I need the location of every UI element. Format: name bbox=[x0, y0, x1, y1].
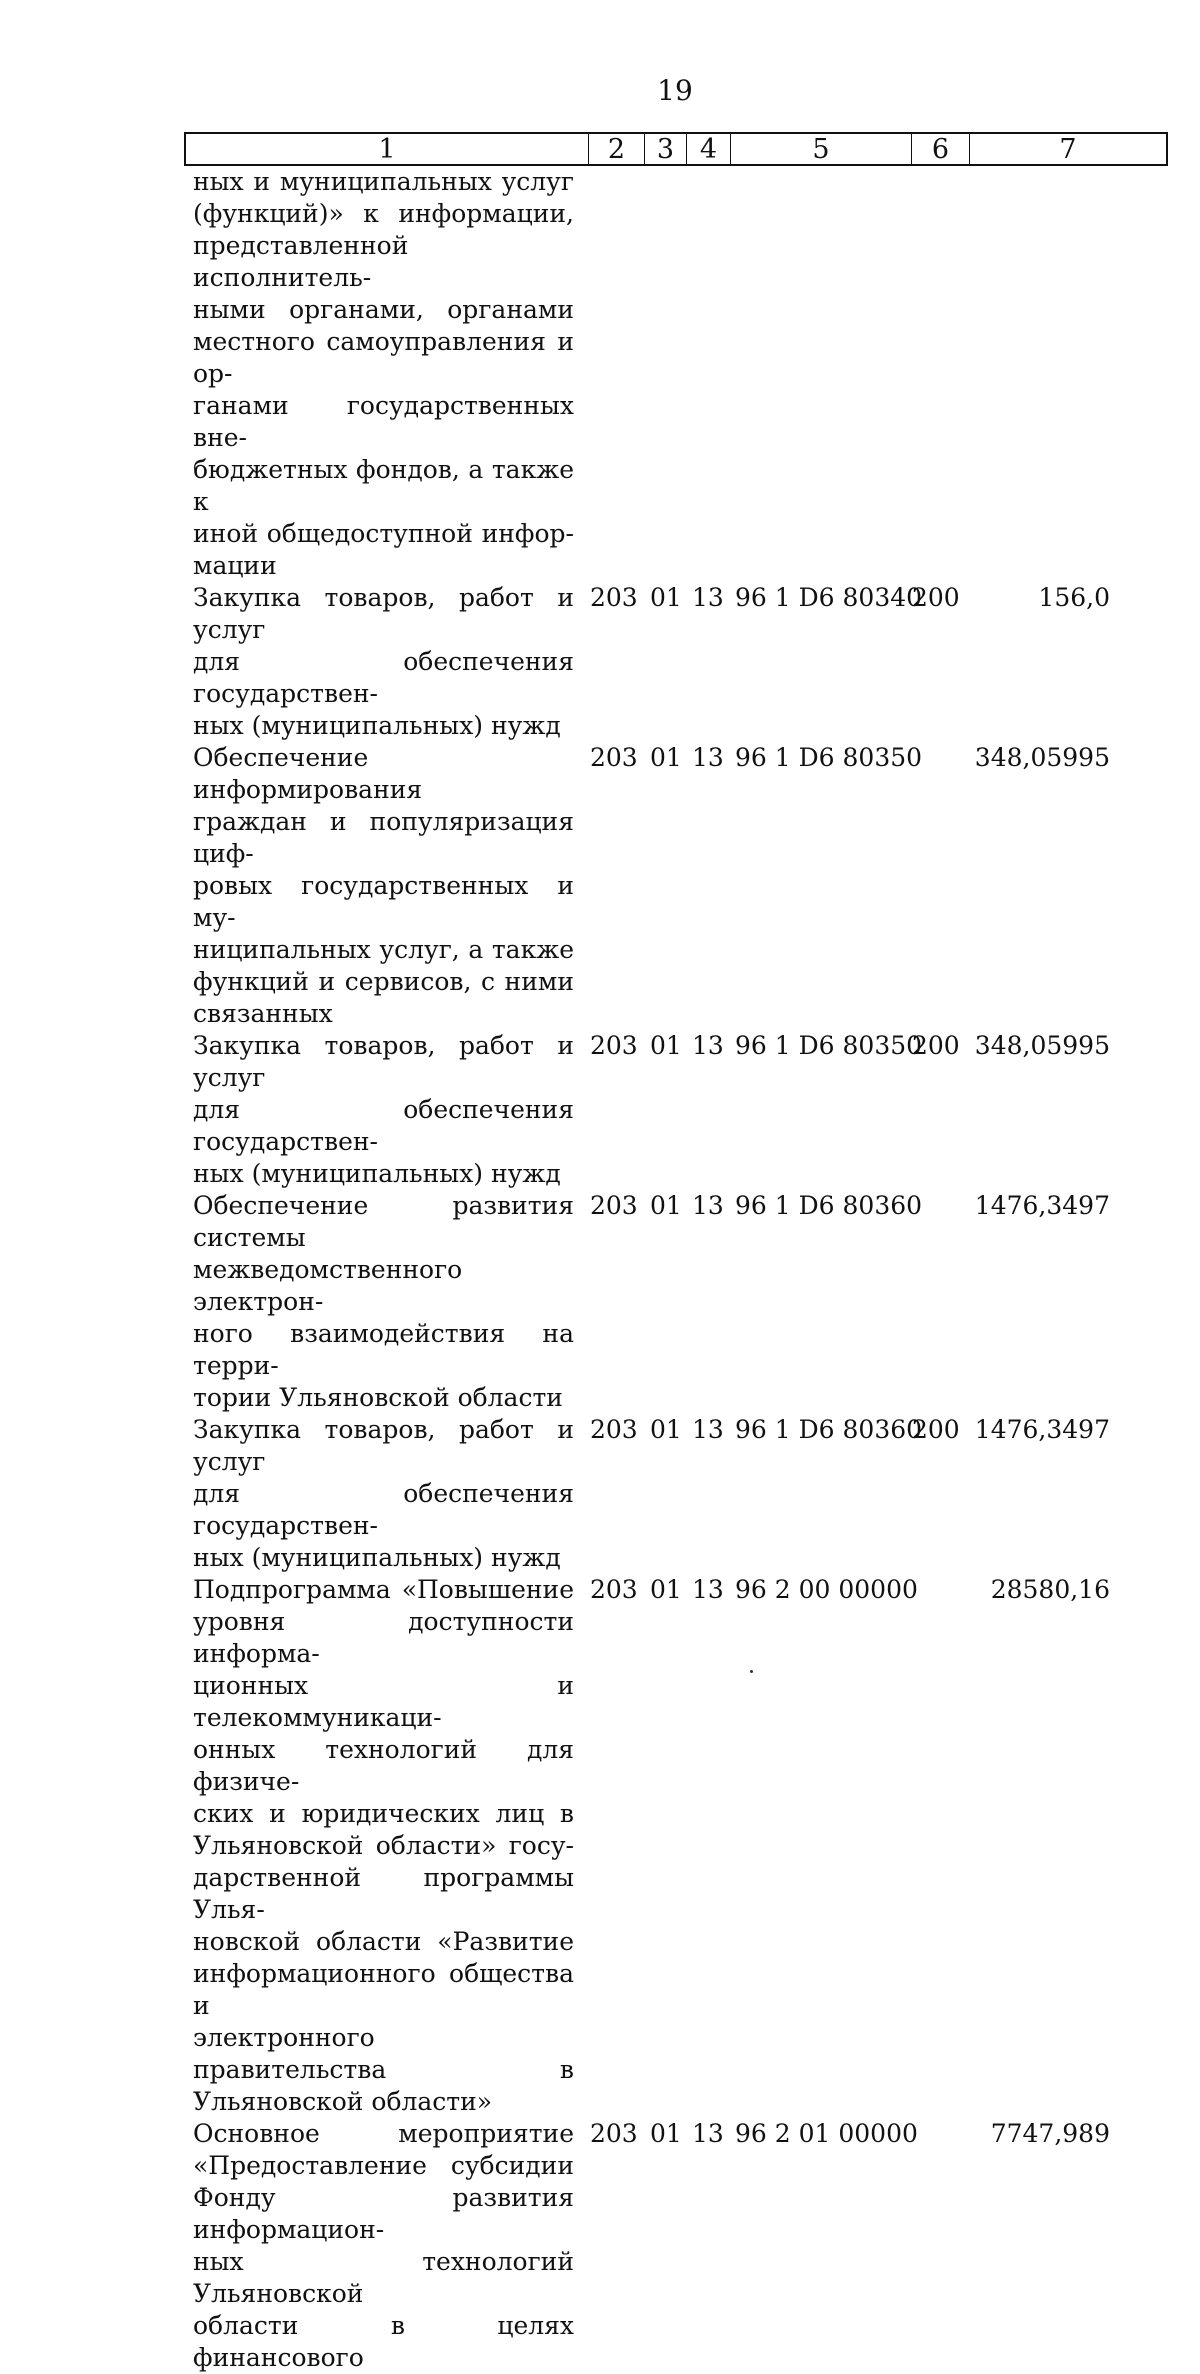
section-code: 01 bbox=[650, 1031, 682, 1060]
description-line: (функций)» к информации, bbox=[193, 199, 574, 228]
row-description bbox=[193, 1574, 574, 2118]
description-line: ных (муниципальных) нужд bbox=[193, 1159, 561, 1188]
table-row bbox=[0, 742, 1200, 1030]
description-line: Закупка товаров, работ и услуг bbox=[193, 583, 574, 644]
description-line: «Предоставление субсидии bbox=[193, 2151, 574, 2180]
description-line: Основное мероприятие bbox=[193, 2119, 574, 2148]
admin-code: 203 bbox=[590, 1191, 638, 1220]
target-article-code: 96 1 D6 80350 bbox=[735, 743, 923, 772]
subsection-code: 13 bbox=[692, 1191, 724, 1220]
section-code: 01 bbox=[650, 2119, 682, 2148]
row-description bbox=[193, 166, 574, 582]
table-row bbox=[0, 1574, 1200, 2118]
amount: 1476,3497 bbox=[974, 1415, 1110, 1444]
description-line: Обеспечение развития системы bbox=[193, 1191, 574, 1252]
table-row bbox=[0, 1414, 1200, 1574]
table-header bbox=[184, 132, 1168, 166]
description-line: ных и муниципальных услуг bbox=[193, 167, 574, 196]
description-line: для обеспечения государствен- bbox=[193, 647, 574, 708]
table-row bbox=[0, 1190, 1200, 1414]
amount: 28580,16 bbox=[990, 1575, 1110, 1604]
row-description bbox=[193, 742, 574, 1030]
amount: 348,05995 bbox=[974, 1031, 1110, 1060]
section-code: 01 bbox=[650, 743, 682, 772]
amount: 348,05995 bbox=[974, 743, 1110, 772]
target-article-code: 96 1 D6 80340 bbox=[735, 583, 923, 612]
section-code: 01 bbox=[650, 1415, 682, 1444]
description-line: Ульяновской области» bbox=[193, 2087, 493, 2116]
description-line: бюджетных фондов, а также к bbox=[193, 455, 574, 516]
header-col-3: 3 bbox=[645, 134, 687, 164]
target-article-code: 96 1 D6 80360 bbox=[735, 1191, 923, 1220]
header-col-7: 7 bbox=[1059, 133, 1077, 165]
admin-code: 203 bbox=[590, 743, 638, 772]
amount: 1476,3497 bbox=[974, 1191, 1110, 1220]
description-line: Фонду развития информацион- bbox=[193, 2183, 574, 2244]
admin-code: 203 bbox=[590, 1415, 638, 1444]
description-line: информационного общества и bbox=[193, 1959, 574, 2020]
description-line: ных технологий Ульяновской bbox=[193, 2247, 574, 2308]
section-code: 01 bbox=[650, 1575, 682, 1604]
description-line: для обеспечения государствен- bbox=[193, 1479, 574, 1540]
section-code: 01 bbox=[650, 583, 682, 612]
table-row bbox=[0, 1030, 1200, 1190]
target-article-code: 96 2 01 00000 bbox=[735, 2119, 918, 2148]
description-line: новской области «Развитие bbox=[193, 1927, 574, 1956]
amount: 7747,989 bbox=[990, 2119, 1110, 2148]
admin-code: 203 bbox=[590, 583, 638, 612]
expense-type-code: 200 bbox=[912, 1031, 960, 1060]
subsection-code: 13 bbox=[692, 1031, 724, 1060]
description-line: межведомственного электрон- bbox=[193, 1255, 463, 1316]
description-line: Закупка товаров, работ и услуг bbox=[193, 1031, 574, 1092]
description-line: Закупка товаров, работ и услуг bbox=[193, 1415, 574, 1476]
description-line: мации bbox=[193, 551, 277, 580]
subsection-code: 13 bbox=[692, 1575, 724, 1604]
admin-code: 203 bbox=[590, 1575, 638, 1604]
header-col-6: 6 bbox=[912, 134, 970, 164]
subsection-code: 13 bbox=[692, 1415, 724, 1444]
description-line: представленной исполнитель- bbox=[193, 231, 409, 292]
amount: 156,0 bbox=[1038, 583, 1110, 612]
header-col-2: 2 bbox=[589, 134, 645, 164]
description-line: ниципальных услуг, а также bbox=[193, 935, 574, 964]
description-line: электронного правительства в bbox=[193, 2023, 574, 2084]
description-line: Ульяновской области» госу- bbox=[193, 1831, 574, 1860]
expense-type-code: 200 bbox=[912, 583, 960, 612]
description-line: области в целях финансового bbox=[193, 2311, 574, 2372]
description-line: дарственной программы Улья- bbox=[193, 1863, 574, 1924]
row-description bbox=[193, 2118, 574, 2374]
admin-code: 203 bbox=[590, 1031, 638, 1060]
description-line: ного взаимодействия на терри- bbox=[193, 1319, 574, 1380]
expense-type-code: 200 bbox=[912, 1415, 960, 1444]
description-line: иной общедоступной инфор- bbox=[193, 519, 574, 548]
description-line: ских и юридических лиц в bbox=[193, 1799, 574, 1828]
subsection-code: 13 bbox=[692, 583, 724, 612]
description-line: ных (муниципальных) нужд bbox=[193, 1543, 561, 1572]
target-article-code: 96 2 00 00000 bbox=[735, 1575, 918, 1604]
table-row bbox=[0, 166, 1200, 582]
table-row bbox=[0, 582, 1200, 742]
description-line: ционных и телекоммуникаци- bbox=[193, 1671, 574, 1732]
description-line: Обеспечение информирования bbox=[193, 743, 423, 804]
page-number: 19 bbox=[657, 74, 693, 107]
subsection-code: 13 bbox=[692, 743, 724, 772]
description-line: Подпрограмма «Повышение bbox=[193, 1575, 574, 1604]
description-line: ных (муниципальных) нужд bbox=[193, 711, 561, 740]
description-line: ными органами, органами bbox=[193, 295, 574, 324]
description-line: тории Ульяновской области bbox=[193, 1383, 563, 1412]
section-code: 01 bbox=[650, 1191, 682, 1220]
description-line: ганами государственных вне- bbox=[193, 391, 574, 452]
scan-speck bbox=[750, 1670, 753, 1673]
description-line: местного самоуправления и ор- bbox=[193, 327, 574, 388]
description-line: функций и сервисов, с ними bbox=[193, 967, 574, 996]
description-line: онных технологий для физиче- bbox=[193, 1735, 574, 1796]
target-article-code: 96 1 D6 80360 bbox=[735, 1415, 923, 1444]
description-line: граждан и популяризация циф- bbox=[193, 807, 574, 868]
target-article-code: 96 1 D6 80350 bbox=[735, 1031, 923, 1060]
table-row bbox=[0, 2118, 1200, 2374]
description-line: для обеспечения государствен- bbox=[193, 1095, 574, 1156]
table-body bbox=[0, 166, 1200, 2374]
admin-code: 203 bbox=[590, 2119, 638, 2148]
header-col-1: 1 bbox=[186, 134, 589, 164]
header-col-4: 4 bbox=[687, 134, 731, 164]
description-line: уровня доступности информа- bbox=[193, 1607, 574, 1668]
description-line: связанных bbox=[193, 999, 333, 1028]
row-description bbox=[193, 1190, 574, 1414]
description-line: ровых государственных и му- bbox=[193, 871, 574, 932]
subsection-code: 13 bbox=[692, 2119, 724, 2148]
header-col-5: 5 bbox=[731, 134, 912, 164]
